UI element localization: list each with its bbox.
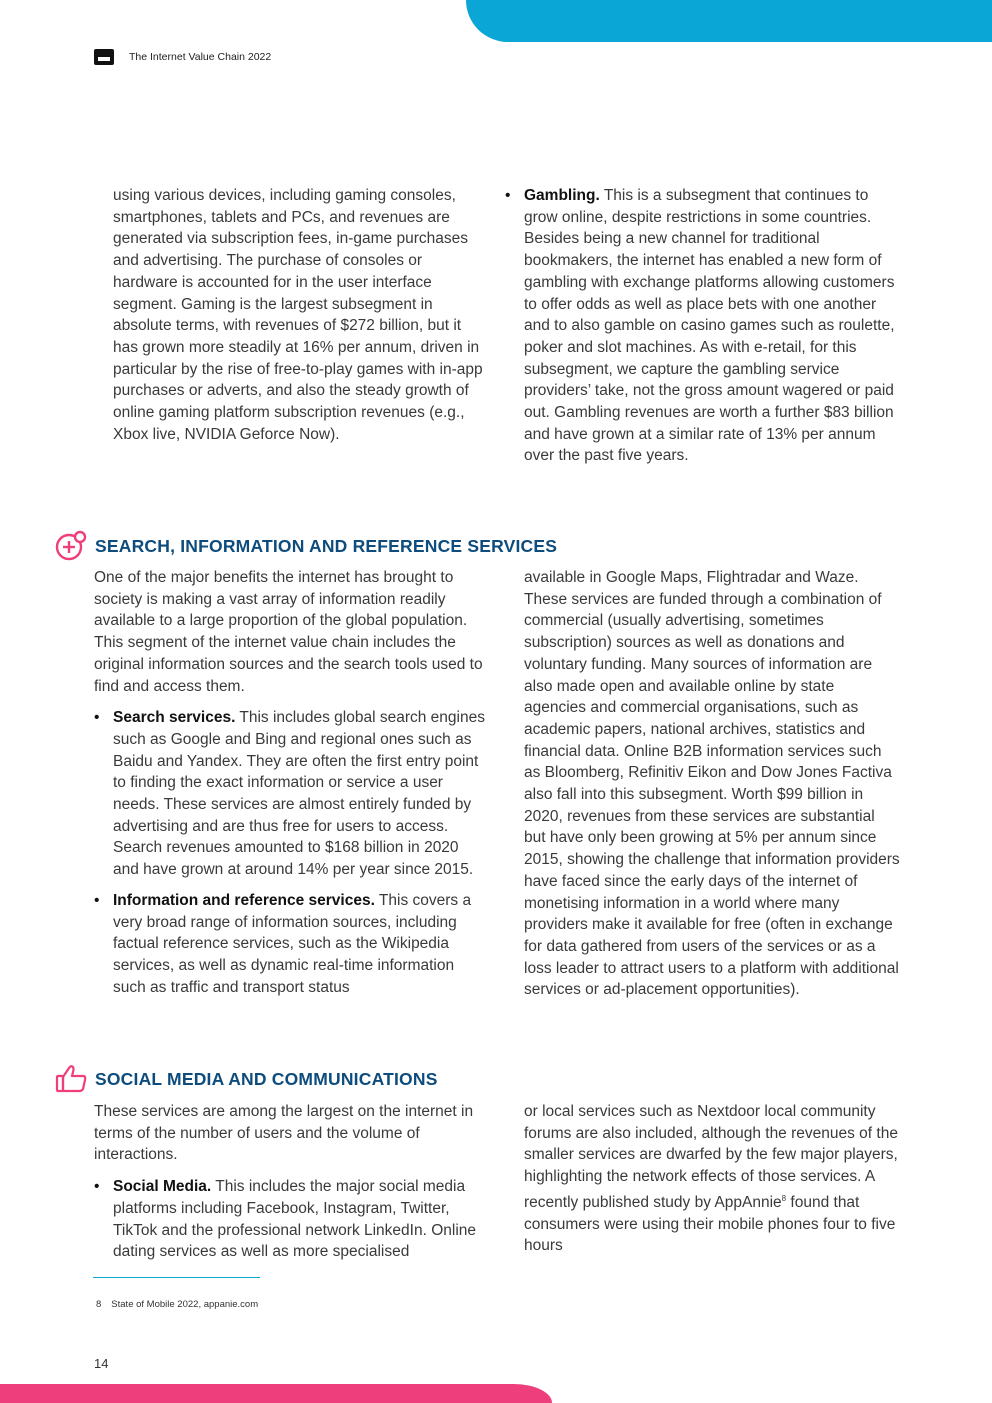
- footnote-divider: [93, 1277, 260, 1278]
- social-media-bullet: [94, 1176, 486, 1263]
- search-right-column: [524, 567, 900, 1001]
- gambling-lead: Gambling.: [524, 187, 600, 204]
- social-media-lead: Social Media.: [113, 1178, 212, 1196]
- social-right-text: [524, 1101, 900, 1257]
- social-right-text-before: or local services such as Nextdoor local community forums are also included, although the revenues of the smaller services are dwarfed by the few major players, highlighting the network effects of those services. A recently published study by AppAnnie: [524, 1103, 898, 1211]
- footer-pink-shape: [0, 1384, 552, 1403]
- search-services-text: This includes global search engines such as Google and Bing and regional ones such as Baidu and Yandex. They are often the first entry point to finding the exact information or service a user needs. These services are almost entirely funded by advertising and are thus free for users to access. Search revenues amounted to $168 billion in 2020 and have grown at around 14% per year since 2015.: [113, 709, 485, 879]
- thumbs-up-icon: [55, 1064, 89, 1094]
- gaming-continuation-column: [113, 185, 485, 445]
- gaming-continuation-text: using various devices, including gaming consoles, smartphones, tablets and PCs, and revenues are generated via subscription fees, in-game purchases and advertising. The purchase of consoles or hardware is accounted for in the user interface segment. Gaming is the largest subsegment in absolute terms, with revenues of $272 billion, but it has grown more steadily at 16% per annum, driven in particular by the rise of free-to-play games with in-app purchases or adverts, and also the steady growth of online gaming platform subscription revenues (e.g., Xbox live, NVIDIA Geforce Now).: [113, 187, 483, 443]
- gambling-text: This is a subsegment that continues to grow online, despite restrictions in some countries. Besides being a new channel for traditional bookmakers, the internet has enabled a new form of gambling with exchange platforms allowing customers to offer odds as well as place bets with one another and to also gamble on casino games such as roulette, poker and slot machines. As with e-retail, for this subsegment, we capture the gambling service providers’ take, not the gross amount wagered or paid out. Gambling revenues are worth a further $83 billion and have grown at a similar rate of 13% per annum over the past five years.: [524, 187, 895, 465]
- page-number: 14: [94, 1356, 109, 1371]
- social-media-text: This includes the major social media platforms including Facebook, Instagram, Twitter, TikTok and the professional network LinkedIn. Online dating services as well as more specialised: [113, 1178, 477, 1261]
- footnote-text: State of Mobile 2022, appanie.com: [111, 1299, 259, 1310]
- header-title: The Internet Value Chain 2022: [129, 51, 272, 63]
- search-intro: One of the major benefits the internet has brought to society is making a vast array of information readily available to a large proportion of the global population. This segment of the internet value chain includes the original information sources and the search tools used to find and access them.: [94, 569, 483, 695]
- social-right-text-after: found that consumers were using their mobile phones four to five hours: [524, 1193, 896, 1255]
- social-intro: These services are among the largest on the internet in terms of the number of users and the volume of interactions.: [94, 1103, 474, 1164]
- header-cyan-shape: [466, 0, 992, 42]
- footnote-number: 8: [96, 1299, 102, 1310]
- search-services-lead: Search services.: [113, 709, 236, 727]
- social-left-column: [94, 1101, 486, 1263]
- gambling-bullet: [505, 185, 901, 467]
- footnote-ref[interactable]: 8: [781, 1193, 787, 1203]
- search-left-column: [94, 567, 486, 998]
- social-right-column: [524, 1101, 900, 1257]
- gambling-column: [505, 185, 901, 467]
- social-section-heading: SOCIAL MEDIA AND COMMUNICATIONS: [95, 1069, 438, 1089]
- info-services-lead: Information and reference services.: [113, 891, 375, 909]
- search-section-heading: SEARCH, INFORMATION AND REFERENCE SERVICES: [95, 536, 558, 556]
- search-plus-icon: [54, 529, 88, 563]
- info-services-text: This covers a very broad range of information sources, including factual reference services, such as the Wikipedia services, as well as dynamic real-time information such as traffic and transport status: [113, 891, 472, 996]
- search-services-bullet: [94, 707, 486, 881]
- info-services-bullet: [94, 890, 486, 999]
- report-logo-icon: [94, 49, 114, 65]
- search-right-text: available in Google Maps, Flightradar and Waze. These services are funded through a combination of commercial (usually advertising, sometimes subscription) sources as well as donations and voluntary funding. Many sources of information are also made open and available online by state agencies and commercial organisations, such as academic papers, national archives, statistics and financial data. Online B2B information services such as Bloomberg, Refinitiv Eikon and Dow Jones Factiva also fall into this subsegment. Worth $99 billion in 2020, revenues from these services are substantial but have only been growing at 5% per annum since 2015, showing the challenge that information providers have faced since the early days of the internet of monetising information in a world where many providers make it available for free (often in exchange for data gathered from users of the services or as a loss leader to attract users to a platform with additional services or ad-placement opportunities).: [524, 569, 900, 999]
- footnote: [96, 1299, 258, 1310]
